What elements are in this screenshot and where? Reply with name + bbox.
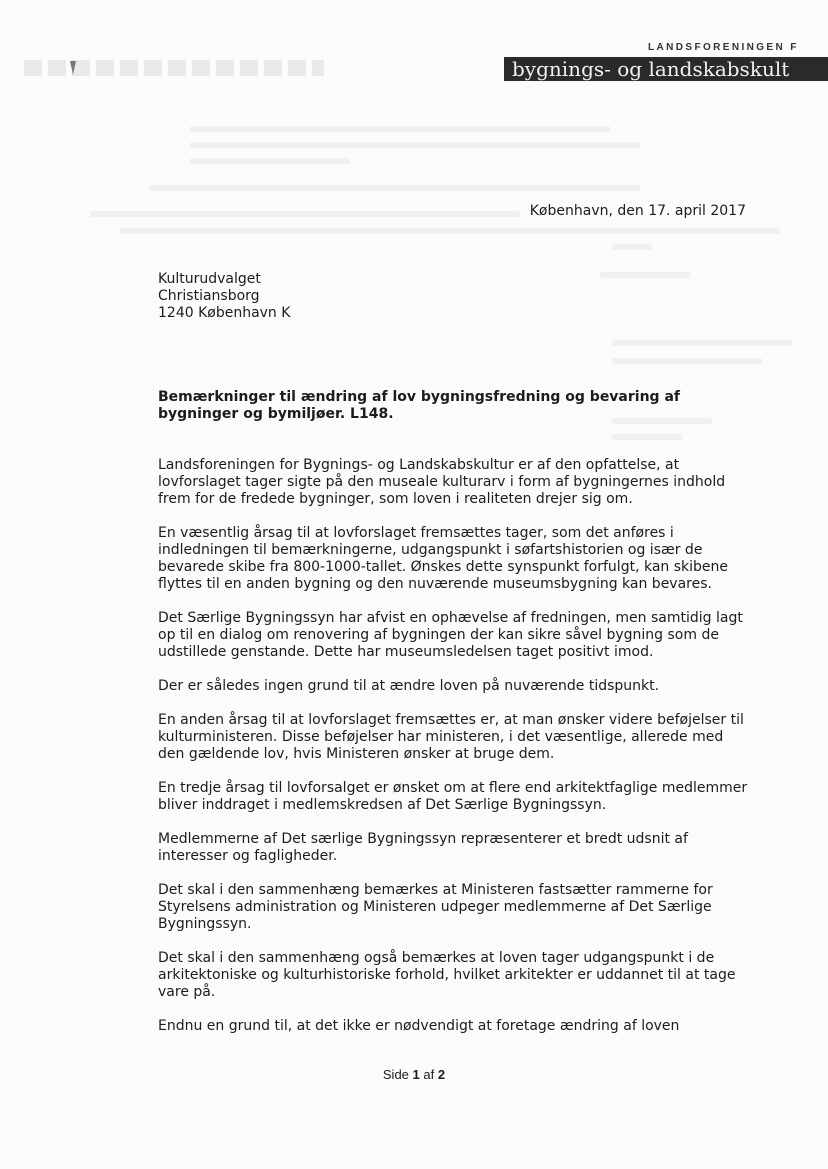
text-line: frem for de fredede bygninger, som loven i realiteten drejer sig om.	[158, 491, 633, 507]
letterhead-org-banner: bygnings- og landskabskult	[504, 57, 828, 81]
paragraph	[158, 712, 758, 763]
subject-line: bygninger og bymiljøer. L148.	[158, 406, 394, 422]
text-line: Endnu en grund til, at det ikke er nødvendigt at foretage ændring af loven	[158, 1018, 680, 1034]
paragraph	[158, 831, 758, 865]
text-line: interesser og fagligheder.	[158, 848, 338, 864]
text-line: op til en dialog om renovering af bygningen der kan sikre såvel bygning som de	[158, 627, 719, 643]
text-line: Styrelsens administration og Ministeren udpeger medlemmerne af Det Særlige	[158, 899, 712, 915]
text-line: udstillede genstande. Dette har museumsledelsen taget positivt imod.	[158, 644, 654, 660]
text-line: Landsforeningen for Bygnings- og Landskabskultur er af den opfattelse, at	[158, 457, 680, 473]
text-line: En anden årsag til at lovforslaget fremsættes er, at man ønsker videre beføjelser til	[158, 712, 744, 728]
pin-mark-icon	[68, 60, 78, 76]
recipient-address	[158, 271, 290, 322]
text-line: den gældende lov, hvis Ministeren ønsker at bruge dem.	[158, 746, 555, 762]
text-line: Medlemmerne af Det særlige Bygningssyn repræsenterer et bredt udsnit af	[158, 831, 688, 847]
footer-page-number: 1	[412, 1067, 420, 1082]
text-line: vare på.	[158, 984, 216, 1000]
text-line: En væsentlig årsag til at lovforslaget fremsættes tager, som det anføres i	[158, 525, 674, 541]
text-line: Det skal i den sammenhæng også bemærkes at loven tager udgangspunkt i de	[158, 950, 715, 966]
paragraph	[158, 882, 758, 933]
paragraph	[158, 610, 758, 661]
letter-body	[158, 457, 758, 1052]
text-line: En tredje årsag til lovforsalget er ønsket om at flere end arkitektfaglige medlemmer	[158, 780, 748, 796]
text-line: flyttes til en anden bygning og den nuværende museumsbygning kan bevares.	[158, 576, 712, 592]
paragraph	[158, 780, 758, 814]
paragraph	[158, 525, 758, 593]
text-line: Bygningssyn.	[158, 916, 252, 932]
text-line: kulturministeren. Disse beføjelser har ministeren, i det væsentlige, allerede med	[158, 729, 724, 745]
page-footer	[0, 1067, 828, 1082]
text-line: Det Særlige Bygningssyn har afvist en ophævelse af fredningen, men samtidig lagt	[158, 610, 743, 626]
text-line: lovforslaget tager sigte på den museale kulturarv i form af bygningernes indhold	[158, 474, 726, 490]
text-line: arkitektoniske og kulturhistoriske forhold, hvilket arkitekter er uddannet til at tage	[158, 967, 736, 983]
recipient-line: Kulturudvalget	[158, 271, 261, 287]
text-line: bevarede skibe fra 800-1000-tallet. Ønskes dette synspunkt forfulgt, kan skibene	[158, 559, 729, 575]
subject-line: Bemærkninger til ændring af lov bygningsfredning og bevaring af	[158, 389, 680, 405]
footer-of-word: af	[423, 1067, 435, 1082]
recipient-line: 1240 København K	[158, 305, 291, 321]
letterhead-org-line: LANDSFORENINGEN F	[648, 42, 799, 53]
paragraph	[158, 678, 758, 695]
text-line: bliver inddraget i medlemskredsen af Det Særlige Bygningssyn.	[158, 797, 607, 813]
footer-total-pages: 2	[437, 1067, 446, 1082]
text-line: Det skal i den sammenhæng bemærkes at Ministeren fastsætter rammerne for	[158, 882, 713, 898]
text-line: Der er således ingen grund til at ændre loven på nuværende tidspunkt.	[158, 678, 660, 694]
paragraph	[158, 950, 758, 1001]
text-line: indledningen til bemærkningerne, udgangspunkt i søfartshistorien og især de	[158, 542, 703, 558]
paragraph	[158, 457, 758, 508]
subject-heading	[158, 389, 718, 423]
recipient-line: Christiansborg	[158, 288, 260, 304]
footer-side-word: Side	[382, 1067, 409, 1082]
date-line: København, den 17. april 2017	[529, 203, 746, 219]
paragraph	[158, 1018, 758, 1035]
